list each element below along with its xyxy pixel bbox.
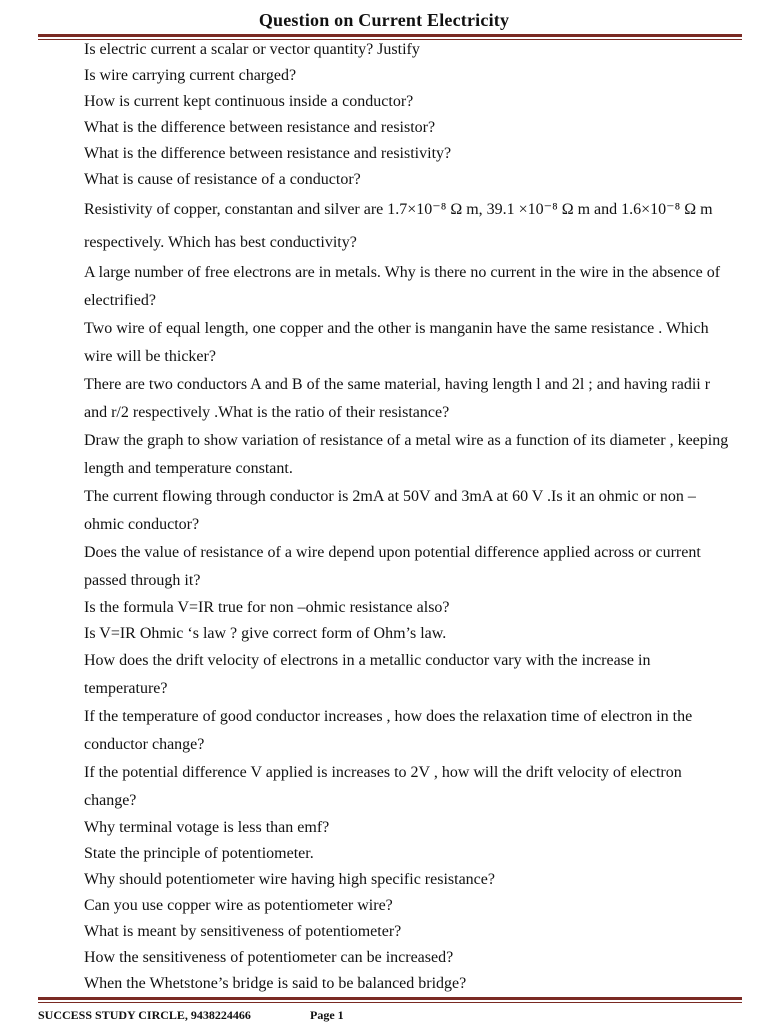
question-item: If the potential difference V applied is increases to 2V , how will the drift velocity of electron change?: [84, 764, 682, 809]
question-item: Why terminal votage is less than emf?: [84, 819, 330, 836]
page-title: Question on Current Electricity: [258, 10, 510, 30]
question-item: The current flowing through conductor is 2mA at 50V and 3mA at 60 V .Is it an ohmic or non –ohmic conductor?: [84, 488, 696, 533]
question-item: When the Whetstone’s bridge is said to be balanced bridge?: [84, 975, 467, 992]
question-item: What is meant by sensitiveness of potentiometer?: [84, 923, 402, 940]
question-item: If the temperature of good conductor increases , how does the relaxation time of electron in the conductor change?: [84, 708, 693, 753]
question-item: What is the difference between resistance and resistor?: [84, 119, 436, 136]
page-number: Page 1: [310, 1008, 344, 1022]
footer-publisher: SUCCESS STUDY CIRCLE, 9438224466: [38, 1008, 251, 1022]
question-item: Why should potentiometer wire having high specific resistance?: [84, 871, 495, 888]
question-item: What is cause of resistance of a conductor?: [84, 171, 361, 188]
question-item: Resistivity of copper, constantan and silver are 1.7×10⁻⁸ Ω m, 39.1 ×10⁻⁸ Ω m and 1.6×10⁻⁸ Ω m respectively. Which has best conductivity?: [84, 201, 713, 251]
question-item: Does the value of resistance of a wire depend upon potential difference applied across or current passed through it?: [84, 544, 701, 589]
footer-rule-thin: [38, 1002, 742, 1003]
question-item: Draw the graph to show variation of resistance of a metal wire as a function of its diameter , keeping length and temperature constant.: [84, 432, 729, 477]
question-item: State the principle of potentiometer.: [84, 845, 314, 862]
question-item: How does the drift velocity of electrons in a metallic conductor vary with the increase in temperature?: [84, 652, 651, 697]
question-item: What is the difference between resistance and resistivity?: [84, 145, 452, 162]
question-item: Is wire carrying current charged?: [84, 67, 297, 84]
question-item: A large number of free electrons are in metals. Why is there no current in the wire in the absence of electrified?: [84, 264, 721, 309]
question-item: Two wire of equal length, one copper and the other is manganin have the same resistance . Which wire will be thicker?: [84, 320, 709, 365]
page-footer: [38, 1008, 742, 1024]
footer-rule-thick: [38, 997, 742, 1000]
question-item: How is current kept continuous inside a conductor?: [84, 93, 414, 110]
question-item: Can you use copper wire as potentiometer wire?: [84, 897, 393, 914]
question-item: How the sensitiveness of potentiometer can be increased?: [84, 949, 454, 966]
question-item: Is V=IR Ohmic ‘s law ? give correct form of Ohm’s law.: [84, 625, 447, 642]
question-item: There are two conductors A and B of the same material, having length l and 2l ; and having radii r and r/2 respectively .What is the ratio of their resistance?: [84, 376, 711, 421]
question-item: Is electric current a scalar or vector quantity? Justify: [84, 41, 420, 58]
question-item: Is the formula V=IR true for non –ohmic resistance also?: [84, 599, 450, 616]
question-list: [84, 37, 734, 997]
